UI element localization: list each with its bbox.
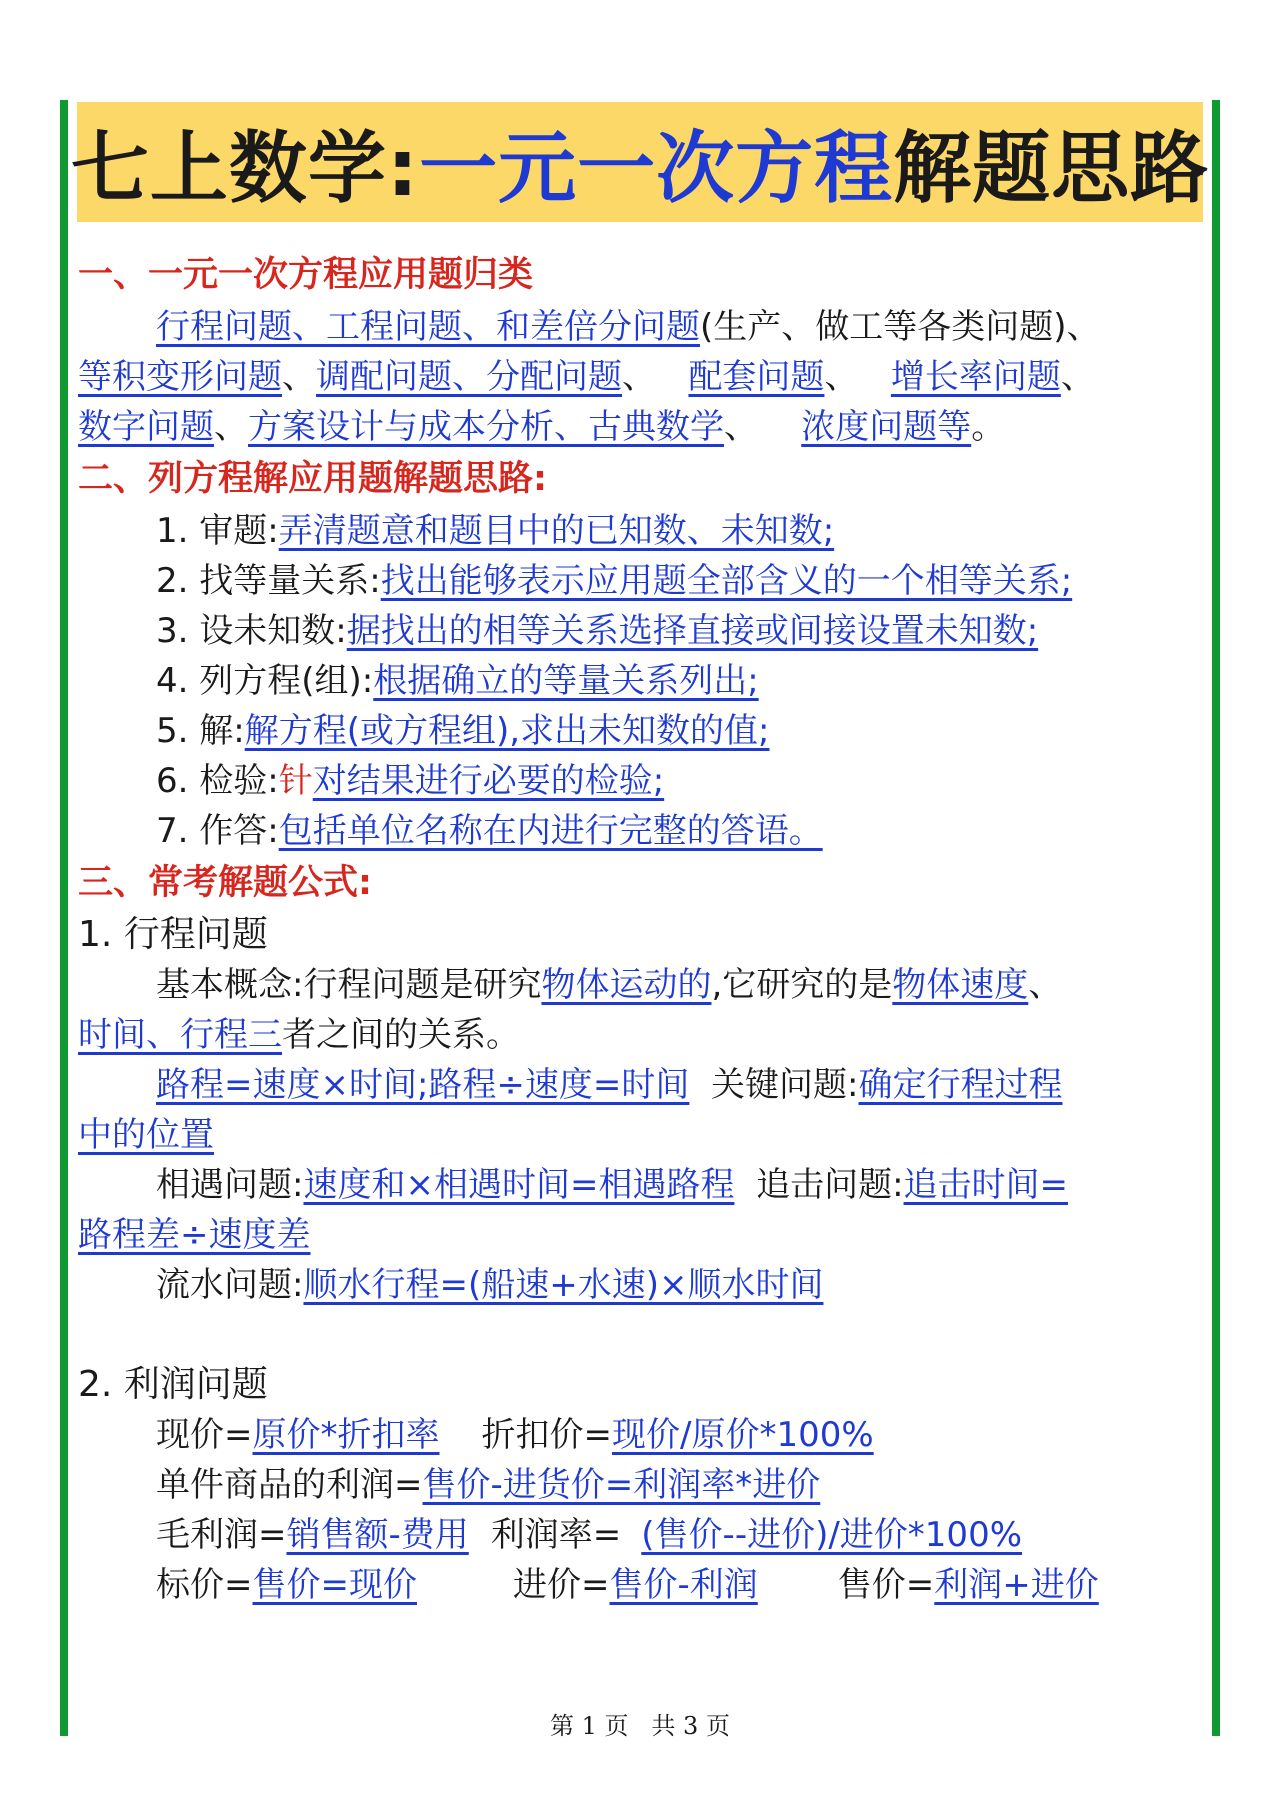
profit-row-3	[78, 1510, 1208, 1560]
separator: 、	[724, 407, 758, 447]
step-label: 1. 审题:	[156, 511, 279, 551]
problem-types-a: 行程问题、工程问题、和差倍分问题	[156, 307, 700, 347]
text: 利润率=	[490, 1515, 622, 1555]
separator: 、	[824, 357, 859, 397]
text: 追击问题:	[734, 1165, 904, 1205]
step-2	[78, 556, 1208, 606]
problem-type-plan: 方案设计与成本分析、古典数学	[248, 407, 724, 447]
text: 标价=	[156, 1565, 253, 1605]
step-text: 包括单位名称在内进行完整的答语。	[278, 811, 823, 851]
profit-row-4	[78, 1560, 1208, 1610]
profit-title: 2. 利润问题	[78, 1364, 268, 1405]
step-text: 找出能够表示应用题全部含义的一个相等关系;	[380, 561, 1073, 601]
step-text: 根据确立的等量关系列出;	[373, 661, 759, 701]
step-label: 3. 设未知数:	[156, 611, 347, 651]
text: 进价=	[513, 1565, 610, 1605]
text: 相遇问题:	[156, 1165, 304, 1205]
step-text: 据找出的相等关系选择直接或间接设置未知数;	[346, 611, 1039, 651]
formula: 原价*折扣率	[252, 1415, 440, 1455]
separator: 、	[1060, 357, 1095, 397]
formula: 售价=现价	[252, 1565, 417, 1605]
step-label: 4. 列方程(组):	[156, 661, 374, 701]
text: 售价=	[837, 1565, 935, 1605]
formula: (售价--进价)/进价*100%	[641, 1515, 1023, 1555]
formula: 售价-进货价=利润率*进价	[422, 1465, 821, 1505]
section1-heading: 一、一元一次方程应用题归类	[78, 255, 534, 295]
title-highlight: 一元一次方程	[419, 124, 894, 214]
travel-concept-cont	[78, 1010, 1208, 1060]
text: 流水问题:	[156, 1265, 304, 1305]
page-title	[70, 102, 1210, 222]
step-6	[78, 756, 1208, 806]
problem-type-volume: 等积变形问题	[78, 357, 282, 397]
separator: 、	[622, 357, 656, 397]
profit-row-1	[78, 1410, 1208, 1460]
problem-type-allocation: 调配问题、分配问题	[316, 357, 622, 397]
title-prefix: 七上数学:	[70, 124, 420, 214]
travel-title: 1. 行程问题	[78, 914, 268, 955]
step-label: 7. 作答:	[156, 811, 279, 851]
separator: 、	[282, 357, 316, 397]
section1-line3	[78, 402, 1208, 452]
step-label: 5. 解:	[156, 711, 245, 751]
formula: 路程=速度×时间;路程÷速度=时间	[156, 1065, 690, 1105]
formula: 确定行程过程	[858, 1065, 1063, 1105]
formula: 利润+进价	[934, 1565, 1099, 1605]
step-1	[78, 506, 1208, 556]
meet-chase	[78, 1160, 1208, 1210]
step-label: 6. 检验:	[156, 761, 279, 801]
left-border-rule	[60, 100, 68, 1736]
problem-type-matching: 配套问题	[688, 357, 825, 397]
text: 基本概念:行程问题是研究	[156, 965, 542, 1005]
section1-line1	[78, 302, 1208, 352]
section3-heading: 三、常考解题公式:	[78, 863, 372, 903]
formula: 售价-利润	[609, 1565, 758, 1605]
step-text: 对结果进行必要的检验;	[312, 761, 665, 801]
step-4	[78, 656, 1208, 706]
text: 物体运动的	[541, 965, 712, 1005]
step-prefix: 针	[278, 761, 313, 801]
text: 物体速度	[892, 965, 1029, 1005]
formula: 销售额-费用	[286, 1515, 469, 1555]
step-3	[78, 606, 1208, 656]
text: 关键问题:	[689, 1065, 859, 1105]
formula: 速度和×相遇时间=相遇路程	[303, 1165, 735, 1205]
step-7	[78, 806, 1208, 856]
right-border-rule	[1212, 100, 1220, 1736]
separator: 、	[214, 407, 248, 447]
profit-row-2	[78, 1460, 1208, 1510]
title-suffix: 解题思路	[893, 124, 1210, 214]
text: 者之间的关系。	[282, 1015, 520, 1055]
formula: 顺水行程=(船速+水速)×顺水时间	[303, 1265, 824, 1305]
formula: 现价/原价*100%	[612, 1415, 874, 1455]
text: 、	[1028, 965, 1063, 1005]
separator: 。	[971, 407, 1006, 447]
problem-type-number: 数字问题	[78, 407, 214, 447]
problem-type-concentration: 浓度问题等	[801, 407, 972, 447]
formula: 追击时间=	[903, 1165, 1069, 1205]
formula: 中的位置	[78, 1115, 214, 1155]
text: 现价=	[156, 1415, 253, 1455]
spacer	[78, 1310, 1208, 1360]
text: 时间、行程三	[78, 1015, 282, 1055]
document-body	[78, 248, 1208, 1610]
step-text: 解方程(或方程组),求出未知数的值;	[244, 711, 770, 751]
travel-formula	[78, 1060, 1208, 1110]
travel-concept	[78, 960, 1208, 1010]
formula: 路程差÷速度差	[78, 1215, 311, 1255]
travel-formula-cont	[78, 1110, 1208, 1160]
text: 折扣价=	[481, 1415, 612, 1455]
section1-line2	[78, 352, 1208, 402]
problem-types-b: (生产、做工等各类问题)、	[700, 307, 1101, 347]
text: ,它研究的是	[711, 965, 893, 1005]
flow-problem	[78, 1260, 1208, 1310]
section2-heading: 二、列方程解应用题解题思路:	[78, 459, 547, 499]
page-footer: 第 1 页 共 3 页	[550, 1712, 730, 1740]
meet-chase-cont	[78, 1210, 1208, 1260]
step-5	[78, 706, 1208, 756]
text: 毛利润=	[156, 1515, 287, 1555]
step-text: 弄清题意和题目中的已知数、未知数;	[278, 511, 835, 551]
text: 单件商品的利润=	[156, 1465, 423, 1505]
step-label: 2. 找等量关系:	[156, 561, 381, 601]
problem-type-growth: 增长率问题	[890, 357, 1061, 397]
